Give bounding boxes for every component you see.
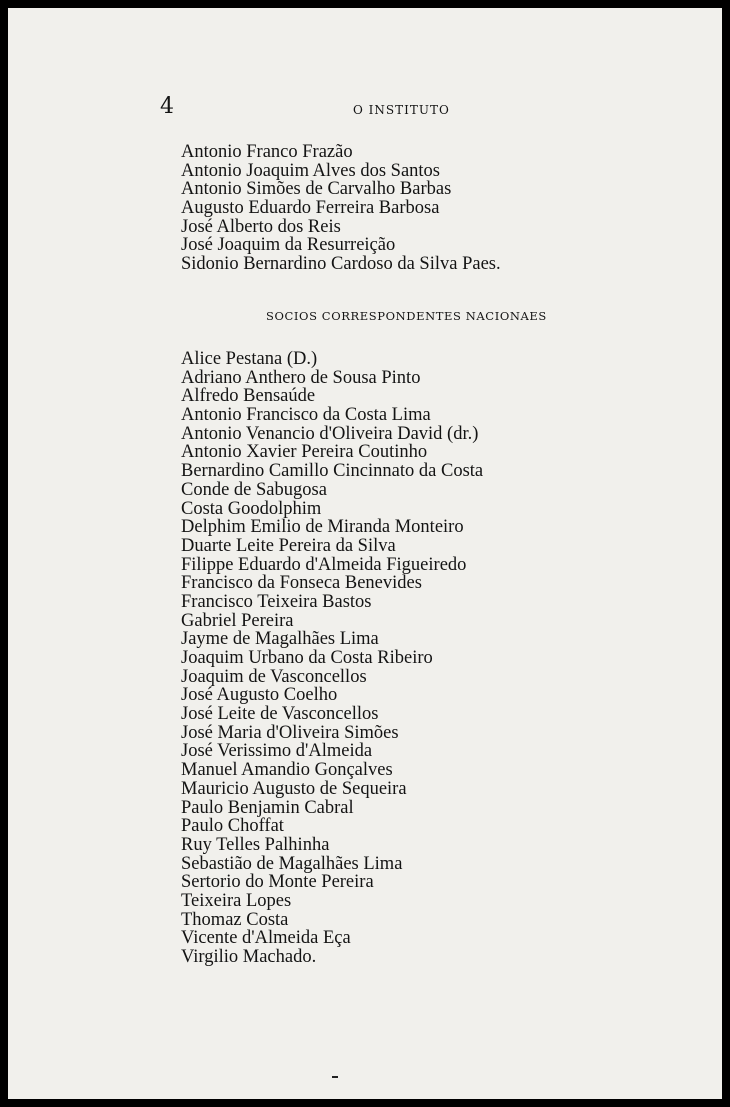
list-item: Costa Goodolphim [181, 498, 322, 519]
list-item: Filippe Eduardo d'Almeida Figueiredo [181, 554, 467, 575]
correspondent-members-list [181, 350, 701, 967]
list-item: Alfredo Bensaúde [181, 386, 316, 407]
list-item: José Joaquim da Resurreição [181, 235, 396, 256]
list-item: Antonio Francisco da Costa Lima [181, 405, 431, 426]
list-item: José Leite de Vasconcellos [181, 704, 379, 725]
list-item: Antonio Simões de Carvalho Barbas [181, 179, 452, 200]
list-item: Antonio Xavier Pereira Coutinho [181, 442, 428, 463]
list-item: José Verissimo d'Almeida [181, 741, 373, 762]
list-item: Joaquim de Vasconcellos [181, 666, 367, 687]
list-item: Augusto Eduardo Ferreira Barbosa [181, 198, 440, 219]
print-mark [332, 1076, 338, 1078]
list-item: Paulo Benjamin Cabral [181, 797, 354, 818]
list-item: Duarte Leite Pereira da Silva [181, 535, 396, 556]
list-item: Delphim Emilio de Miranda Monteiro [181, 517, 464, 538]
list-item: Antonio Joaquim Alves dos Santos [181, 160, 441, 181]
list-item: Gabriel Pereira [181, 610, 294, 631]
list-item: Mauricio Augusto de Sequeira [181, 778, 407, 799]
document-page [8, 8, 722, 1099]
list-item: Vicente d'Almeida Eça [181, 928, 351, 949]
list-item: Joaquim Urbano da Costa Ribeiro [181, 648, 433, 668]
list-item: Sertorio do Monte Pereira [181, 872, 374, 893]
list-item: Antonio Franco Frazão [181, 142, 353, 162]
list-item: Manuel Amandio Gonçalves [181, 760, 393, 781]
list-item: Francisco Teixeira Bastos [181, 591, 372, 612]
list-item: Ruy Telles Palhinha [181, 834, 330, 855]
list-item: José Augusto Coelho [181, 685, 338, 706]
list-item: Francisco da Fonseca Benevides [181, 573, 422, 594]
list-item: Teixeira Lopes [181, 890, 292, 911]
list-item: José Maria d'Oliveira Simões [181, 722, 399, 743]
members-continued-list [181, 143, 701, 274]
list-item: Thomaz Costa [181, 909, 289, 930]
list-item: José Alberto dos Reis [181, 216, 341, 237]
running-title: O INSTITUTO [353, 103, 450, 117]
list-item: Conde de Sabugosa [181, 479, 327, 500]
list-item: Alice Pestana (D.) [181, 349, 318, 369]
section-heading: SOCIOS CORRESPONDENTES NACIONAES [266, 309, 547, 323]
list-item: Sidonio Bernardino Cardoso da Silva Paes. [181, 254, 501, 275]
list-item: Antonio Venancio d'Oliveira David (dr.) [181, 423, 479, 444]
page-number: 4 [160, 94, 174, 119]
list-item: Jayme de Magalhães Lima [181, 629, 379, 650]
list-item: Bernardino Camillo Cincinnato da Costa [181, 461, 484, 482]
list-item: Adriano Anthero de Sousa Pinto [181, 367, 421, 388]
list-item: Sebastião de Magalhães Lima [181, 853, 403, 874]
list-item: Paulo Choffat [181, 816, 284, 837]
list-item: Virgilio Machado. [181, 947, 317, 967]
